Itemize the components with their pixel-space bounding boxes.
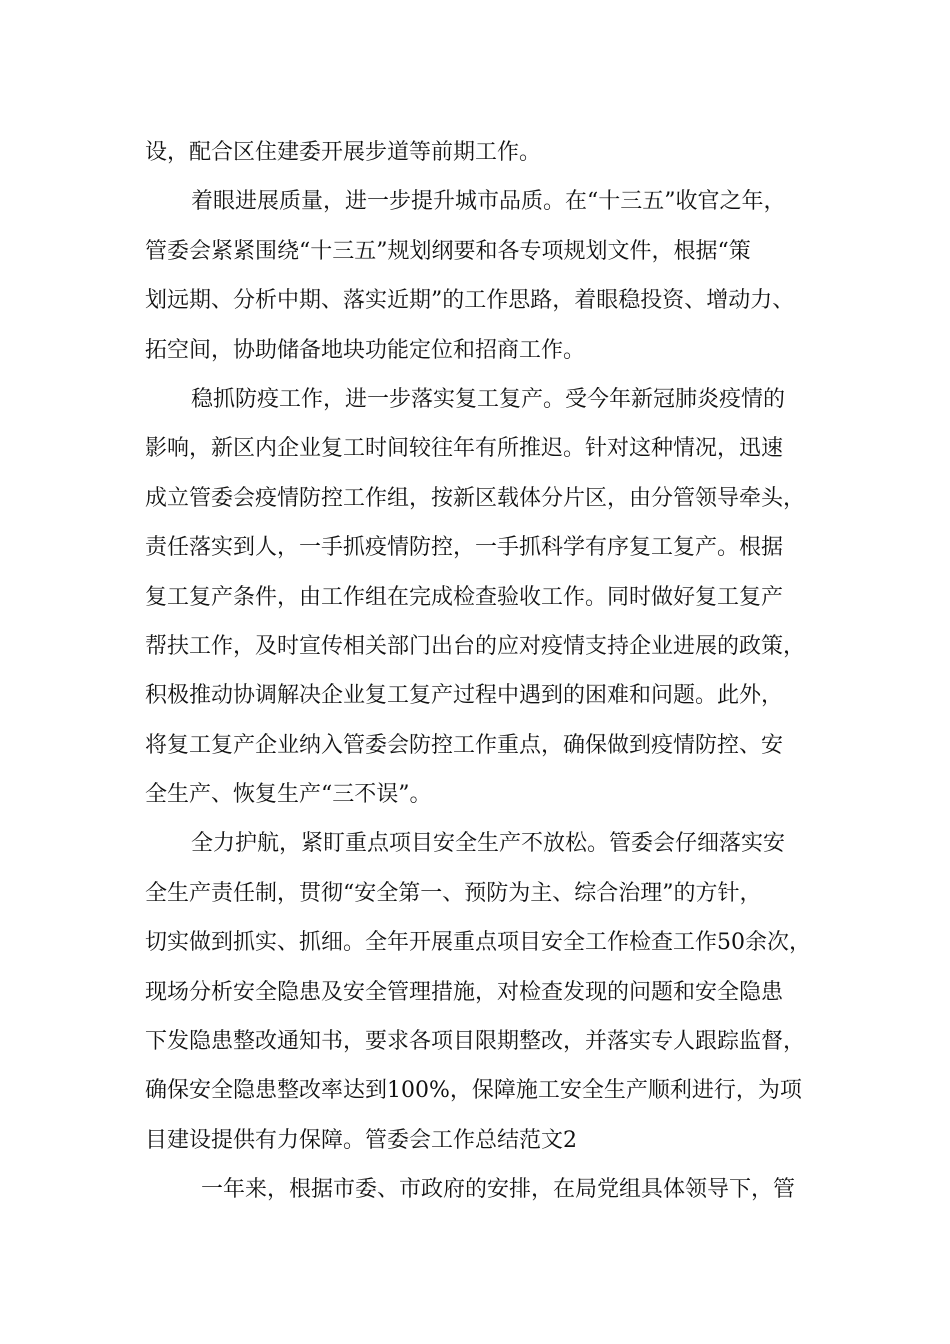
text-line: 现场分析安全隐患及安全管理措施，对检查发现的问题和安全隐患 <box>145 979 784 1005</box>
paragraph-start-line: 全力护航，紧盯重点项目安全生产不放松。管委会仔细落实安 <box>191 831 786 857</box>
text-line: 积极推动协调解决企业复工复产过程中遇到的困难和问题。此外， <box>145 683 784 709</box>
text-line: 将复工复产企业纳入管委会防控工作重点，确保做到疫情防控、安 <box>145 732 784 758</box>
text-line: 全生产、恢复生产“三不误”。 <box>145 782 432 808</box>
text-line: 复工复产条件，由工作组在完成检查验收工作。同时做好复工复产 <box>145 584 784 610</box>
text-line: 管委会紧紧围绕“十三五”规划纲要和各专项规划文件，根据“策 <box>145 238 751 264</box>
paragraph-start-line: 一年来，根据市委、市政府的安排，在局党组具体领导下，管 <box>201 1177 796 1203</box>
text-line: 确保安全隐患整改率达到100%，保障施工安全生产顺利进行，为项 <box>145 1078 802 1104</box>
text-line: 帮扶工作，及时宣传相关部门出台的应对疫情支持企业进展的政策， <box>145 633 806 659</box>
paragraph-start-line: 稳抓防疫工作，进一步落实复工复产。受今年新冠肺炎疫情的 <box>191 386 786 412</box>
text-line: 划远期、分析中期、落实近期”的工作思路，着眼稳投资、增动力、 <box>145 288 795 314</box>
paragraph-start-line: 着眼进展质量，进一步提升城市品质。在“十三五”收官之年， <box>191 189 786 215</box>
text-line: 设，配合区住建委开展步道等前期工作。 <box>145 140 542 165</box>
text-line: 成立管委会疫情防控工作组，按新区载体分片区，由分管领导牵头， <box>145 485 806 511</box>
text-line: 切实做到抓实、抓细。全年开展重点项目安全工作检查工作50余次， <box>145 930 811 956</box>
document-body <box>145 128 825 1215</box>
text-line: 目建设提供有力保障。管委会工作总结范文2 <box>145 1127 577 1153</box>
text-line: 全生产责任制，贯彻“安全第一、预防为主、综合治理”的方针， <box>145 880 762 906</box>
text-line: 下发隐患整改通知书，要求各项目限期整改，并落实专人跟踪监督， <box>145 1029 806 1055</box>
text-line: 责任落实到人，一手抓疫情防控，一手抓科学有序复工复产。根据 <box>145 535 784 561</box>
text-line: 拓空间，协助储备地块功能定位和招商工作。 <box>145 337 586 363</box>
text-line: 影响，新区内企业复工时间较往年有所推迟。针对这种情况，迅速 <box>145 436 784 462</box>
